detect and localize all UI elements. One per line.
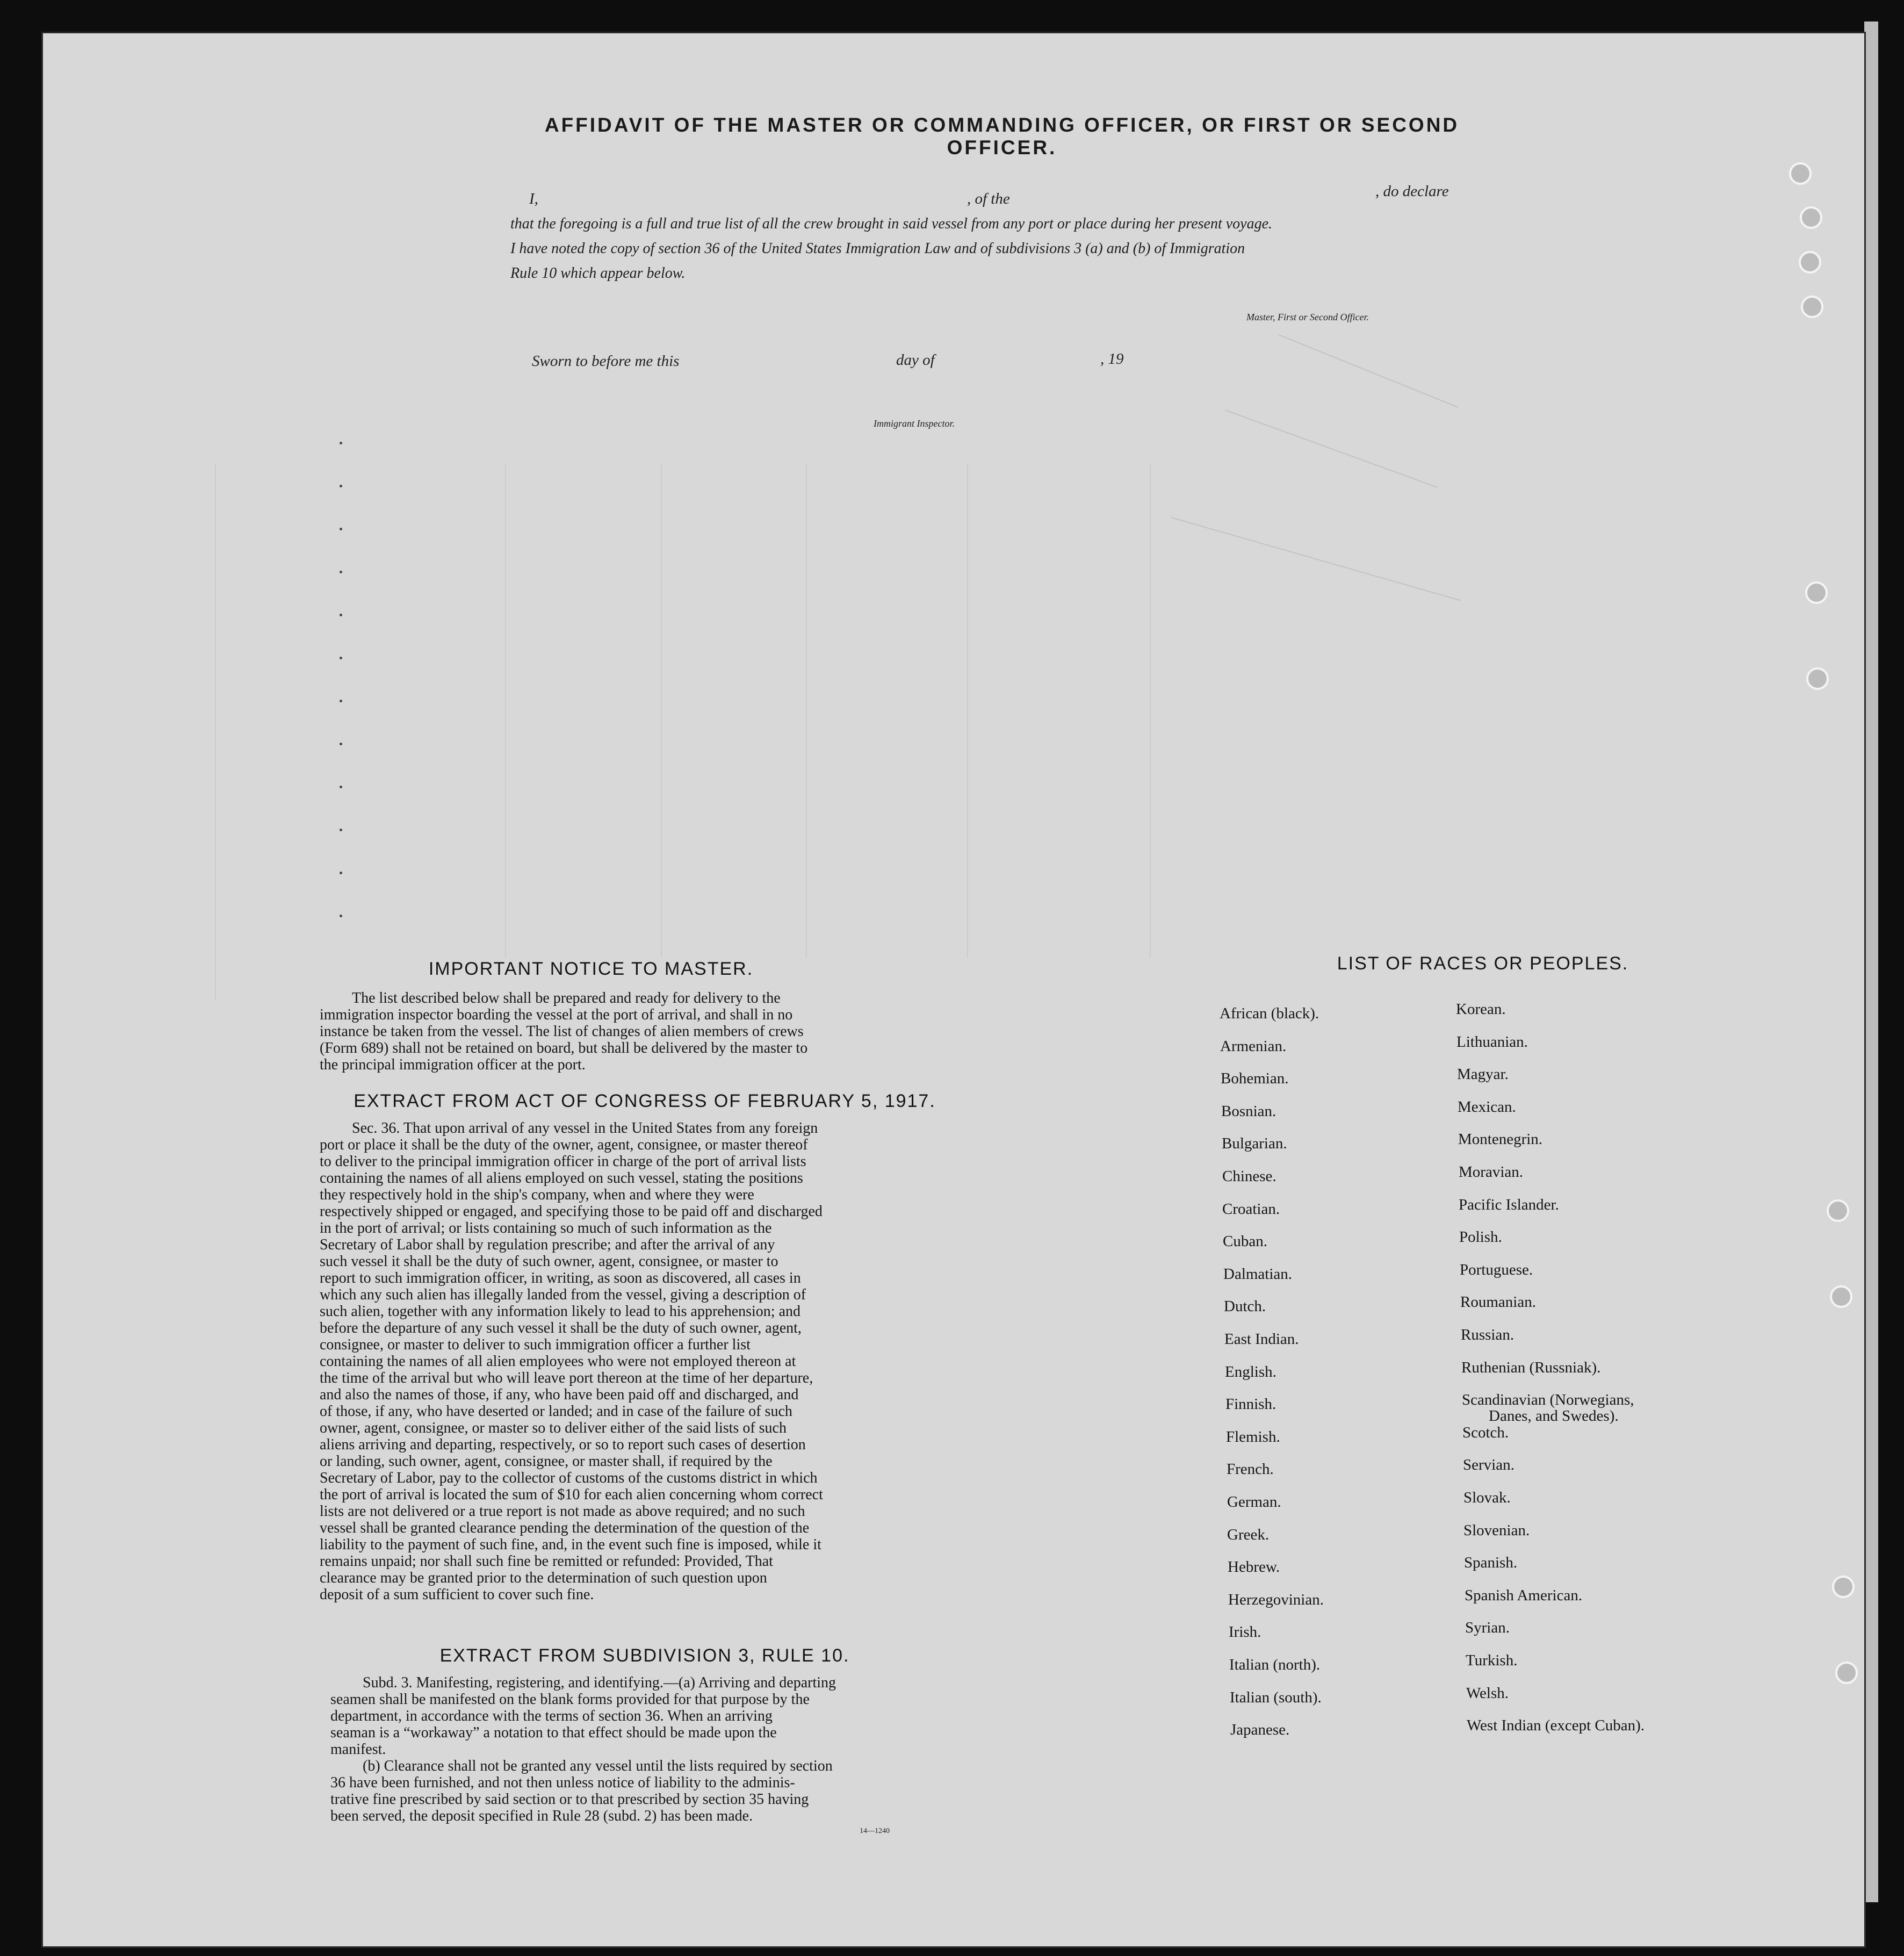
act-line: vessel shall be granted clearance pending the determination of the question of the [320, 1520, 810, 1536]
column-rule [806, 463, 807, 958]
rule-line: department, in accordance with the terms of section 36. When an arriving [330, 1708, 773, 1724]
race-item: Flemish. [1226, 1428, 1280, 1446]
act-line: of those, if any, who have deserted or landed; and in case of the failure of such [320, 1403, 792, 1420]
rule-line: seaman is a “workaway” a notation to that effect should be made upon the [330, 1724, 777, 1741]
notice-text [320, 990, 967, 1073]
act-line: containing the names of all alien employees who were not employed thereon at [320, 1353, 796, 1370]
bleed-through-mark [1279, 334, 1459, 408]
declaration-line: I have noted the copy of section 36 of the United States Immigration Law and of subdivisions 3 (a) and (b) of Immigration [510, 240, 1245, 257]
race-item: Polish. [1459, 1228, 1502, 1246]
act-line: and also the names of those, if any, who have been paid off and discharged, and [320, 1386, 799, 1403]
ruling-dot [340, 657, 342, 659]
notice-line: instance be taken from the vessel. The list of changes of alien members of crews [320, 1023, 804, 1040]
declaration-line: Rule 10 which appear below. [510, 265, 686, 282]
notice-line: the principal immigration officer at the port. [320, 1056, 586, 1073]
inspector-signature-caption: Immigrant Inspector. [874, 418, 955, 429]
act-line: respectively shipped or engaged, and specifying those to be paid off and discharged [320, 1203, 823, 1220]
race-item: Roumanian. [1460, 1293, 1536, 1311]
race-item: Bohemian. [1221, 1070, 1289, 1087]
race-item: Scandinavian (Norwegians, [1462, 1391, 1634, 1408]
act-line: they respectively hold in the ship's company, when and where they were [320, 1186, 754, 1203]
punch-hole [1830, 1285, 1852, 1308]
rule-extract-text [330, 1674, 978, 1824]
affidavit-title: AFFIDAVIT OF THE MASTER OR COMMANDING OFFICER, OR FIRST OR SECOND OFFICER. [544, 114, 1460, 159]
races-heading: LIST OF RACES OR PEOPLES. [1337, 953, 1629, 974]
race-item: Cuban. [1223, 1233, 1267, 1250]
notice-line: (Form 689) shall not be retained on board, but shall be delivered by the master to [320, 1040, 808, 1056]
ruling-dot [340, 571, 342, 573]
ruling-dot [340, 614, 342, 616]
ruling-dot [340, 485, 342, 487]
race-item: Turkish. [1466, 1652, 1518, 1669]
act-line: in the port of arrival; or lists containing so much of such information as the [320, 1220, 772, 1236]
ruling-dot [340, 915, 342, 917]
sworn-label: Sworn to before me this [532, 353, 680, 370]
rule-line: Subd. 3. Manifesting, registering, and identifying.—(a) Arriving and departing [363, 1674, 836, 1691]
rule-line: trative fine prescribed by said section or to that prescribed by section 35 having [330, 1791, 809, 1808]
act-extract-heading: EXTRACT FROM ACT OF CONGRESS OF FEBRUARY 5, 1917. [354, 1091, 936, 1111]
race-item: Slovenian. [1463, 1522, 1530, 1539]
act-line: containing the names of all aliens employed on such vessel, stating the positions [320, 1170, 803, 1186]
punch-hole [1801, 296, 1823, 318]
ruling-dot [340, 829, 342, 831]
race-item: Dutch. [1224, 1298, 1266, 1315]
affidavit-do-declare-label: , do declare [1375, 183, 1449, 200]
act-line: consignee, or master to deliver to such immigration officer a further list [320, 1336, 751, 1353]
column-rule [1150, 463, 1151, 958]
race-item: Spanish. [1464, 1554, 1518, 1571]
race-item: Irish. [1229, 1623, 1261, 1641]
act-line: remains unpaid; nor shall such fine be remitted or refunded: Provided, That [320, 1553, 773, 1570]
race-item: French. [1227, 1461, 1274, 1478]
day-of-label: day of [896, 351, 935, 369]
race-item: Pacific Islander. [1459, 1196, 1559, 1213]
page-edge [1864, 21, 1878, 1902]
act-line: Sec. 36. That upon arrival of any vessel in the United States from any foreign [352, 1120, 818, 1137]
race-item: Ruthenian (Russniak). [1461, 1359, 1601, 1376]
punch-hole [1835, 1662, 1858, 1684]
race-item: Spanish American. [1465, 1587, 1583, 1604]
race-item: Welsh. [1466, 1685, 1509, 1702]
column-rule [661, 463, 662, 958]
act-line: clearance may be granted prior to the determination of such question upon [320, 1570, 767, 1586]
act-line: to deliver to the principal immigration officer in charge of the port of arrival lists [320, 1153, 806, 1170]
race-item: Russian. [1461, 1326, 1514, 1343]
act-extract-text [320, 1120, 970, 1603]
rule-line: seamen shall be manifested on the blank forms provided for that purpose by the [330, 1691, 810, 1708]
race-item: African (black). [1220, 1005, 1319, 1022]
affidavit-i-label: I, [529, 190, 538, 207]
race-item: Scotch. [1462, 1424, 1509, 1441]
year-label: , 19 [1100, 350, 1124, 368]
bleed-through-mark [1171, 517, 1461, 601]
notice-line: immigration inspector boarding the vessel at the port of arrival, and shall in no [320, 1006, 793, 1023]
race-item: English. [1225, 1363, 1276, 1380]
race-item: Croatian. [1222, 1200, 1280, 1218]
affidavit-declaration [510, 212, 1526, 286]
punch-hole [1805, 581, 1828, 604]
act-line: aliens arriving and departing, respectively, or so to report such cases of desertion [320, 1436, 806, 1453]
punch-hole [1806, 667, 1829, 690]
race-item: Moravian. [1459, 1163, 1523, 1181]
form-number: 14—1240 [860, 1827, 890, 1835]
race-item: Lithuanian. [1456, 1033, 1528, 1051]
notice-line: The list described below shall be prepared and ready for delivery to the [352, 990, 781, 1006]
notice-heading: IMPORTANT NOTICE TO MASTER. [428, 959, 754, 979]
race-item: Syrian. [1465, 1619, 1510, 1636]
rule-line: 36 have been furnished, and not then unless notice of liability to the adminis- [330, 1774, 795, 1791]
race-item-continuation: Danes, and Swedes). [1489, 1407, 1619, 1425]
punch-hole [1827, 1199, 1849, 1222]
race-item: East Indian. [1224, 1331, 1299, 1348]
race-item: Italian (north). [1229, 1656, 1321, 1673]
punch-hole [1800, 206, 1822, 229]
race-item: Portuguese. [1460, 1261, 1533, 1278]
bleed-through-mark [1225, 409, 1437, 488]
race-item: Herzegovinian. [1228, 1591, 1324, 1608]
column-rule [215, 463, 216, 1001]
act-line: Secretary of Labor, pay to the collector of customs of the customs district in which [320, 1470, 818, 1486]
race-item: Mexican. [1458, 1098, 1516, 1116]
race-item: Bulgarian. [1222, 1135, 1287, 1152]
ruling-dot [340, 700, 342, 702]
column-rule [505, 463, 506, 958]
race-item: Servian. [1463, 1456, 1514, 1473]
act-line: Secretary of Labor shall by regulation prescribe; and after the arrival of any [320, 1236, 775, 1253]
punch-hole [1799, 251, 1821, 274]
ruling-dot [340, 786, 342, 788]
ruling-dot [340, 743, 342, 745]
act-line: port or place it shall be the duty of the owner, agent, consignee, or master thereof [320, 1137, 808, 1153]
punch-hole [1789, 162, 1812, 185]
race-item: Armenian. [1220, 1038, 1287, 1055]
act-line: such vessel it shall be the duty of such owner, agent, consignee, or master to [320, 1253, 778, 1270]
race-item: Bosnian. [1221, 1103, 1276, 1120]
race-item: Japanese. [1230, 1721, 1290, 1738]
punch-hole [1832, 1576, 1855, 1598]
race-item: West Indian (except Cuban). [1467, 1717, 1645, 1734]
ruling-dot [340, 872, 342, 874]
race-item: Hebrew. [1228, 1558, 1280, 1576]
rule-line: (b) Clearance shall not be granted any vessel until the lists required by section [363, 1758, 833, 1774]
act-line: or landing, such owner, agent, consignee, or master shall, if required by the [320, 1453, 773, 1470]
race-item: Italian (south). [1230, 1689, 1322, 1706]
act-line: owner, agent, consignee, or master so to deliver either of the said lists of such [320, 1420, 787, 1436]
officer-signature-caption: Master, First or Second Officer. [1246, 312, 1369, 322]
act-line: report to such immigration officer, in writing, as soon as discovered, all cases in [320, 1270, 801, 1286]
act-line: before the departure of any such vessel it shall be the duty of such owner, agent, [320, 1320, 802, 1336]
race-item: Montenegrin. [1458, 1131, 1543, 1148]
act-line: such alien, together with any information likely to lead to his apprehension; and [320, 1303, 801, 1320]
ruling-dot [340, 528, 342, 530]
rule-line: been served, the deposit specified in Rule 28 (subd. 2) has been made. [330, 1808, 753, 1824]
race-item: Dalmatian. [1223, 1265, 1293, 1283]
race-item: Chinese. [1222, 1168, 1276, 1185]
affidavit-of-the-label: , of the [967, 190, 1010, 207]
act-line: lists are not delivered or a true report is not made as above required; and no such [320, 1503, 805, 1520]
race-item: Slovak. [1463, 1489, 1511, 1506]
act-line: which any such alien has illegally landed from the vessel, giving a description of [320, 1286, 806, 1303]
race-item: German. [1227, 1493, 1281, 1511]
race-item: Greek. [1227, 1526, 1270, 1543]
act-line: deposit of a sum sufficient to cover such fine. [320, 1586, 594, 1603]
rule-line: manifest. [330, 1741, 386, 1758]
race-item: Finnish. [1225, 1396, 1276, 1413]
column-rule [967, 463, 968, 958]
act-line: the port of arrival is located the sum of $10 for each alien concerning whom correct [320, 1486, 823, 1503]
act-line: liability to the payment of such fine, and, in the event such fine is imposed, while it [320, 1536, 821, 1553]
act-line: the time of the arrival but who will leave port thereon at the time of her departure, [320, 1370, 813, 1386]
declaration-line: that the foregoing is a full and true list of all the crew brought in said vessel from any port or place during her present voyage. [510, 215, 1273, 232]
form-page [43, 33, 1864, 1946]
race-item: Korean. [1456, 1001, 1506, 1018]
race-item: Magyar. [1457, 1066, 1509, 1083]
ruling-dot [340, 442, 342, 444]
rule-extract-heading: EXTRACT FROM SUBDIVISION 3, RULE 10. [439, 1645, 850, 1666]
